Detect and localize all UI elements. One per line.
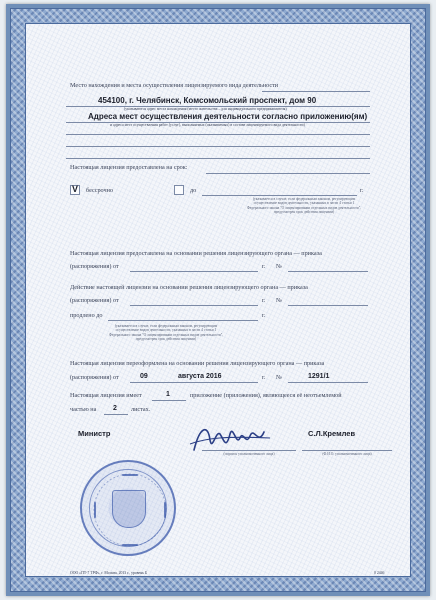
extended-year-tail: г.: [262, 297, 266, 304]
prolonged-tail: г.: [262, 312, 266, 319]
reissue-year-tail: г.: [262, 374, 266, 381]
signature-line: [202, 450, 296, 451]
addresses-hint: и адреса мест осуществления работ (услуг), выполняемых (оказываемых) в составе лицензируемого вида деятельности): [110, 123, 305, 127]
signature-caption: (подпись уполномоченного лица): [223, 452, 275, 456]
extended-no-label: №: [276, 297, 282, 304]
extended-prefix: (распоряжения) от: [70, 297, 119, 304]
name-caption: (Ф.И.О. уполномоченного лица): [322, 452, 372, 456]
granted-date-field[interactable]: [130, 271, 258, 272]
reissue-date-field[interactable]: [130, 382, 258, 383]
sheets-count: 2: [113, 405, 117, 412]
annex-prefix: Настоящая лицензия имеет: [70, 392, 142, 399]
term-label: Настоящая лицензия предоставлена на срок:: [70, 164, 188, 171]
indefinite-checkbox[interactable]: [70, 185, 80, 195]
extended-number-field[interactable]: [288, 305, 368, 306]
reissue-day: 09: [140, 373, 148, 380]
form-code: 0 2446: [374, 571, 385, 575]
annex-part-suffix: листах.: [131, 406, 151, 413]
rule: [66, 146, 370, 147]
annex-count: 1: [166, 391, 170, 398]
signer-name: С.Л.Кремлев: [308, 429, 356, 438]
granted-prefix: (распоряжения) от: [70, 263, 119, 270]
guilloche-border: [10, 8, 426, 592]
until-date-field[interactable]: [202, 195, 357, 196]
until-checkbox[interactable]: [174, 185, 184, 195]
document-body: [25, 23, 411, 577]
reissue-number: 1291/1: [308, 373, 330, 380]
rule: [206, 173, 370, 174]
sheets-field[interactable]: [104, 414, 128, 415]
indefinite-label: бессрочно: [86, 187, 114, 194]
granted-number-field[interactable]: [288, 271, 368, 272]
granted-no-label: №: [276, 263, 282, 270]
printer-info: ООО «ПТ-7 ТРФ», г. Москва, 2013 г., уровень Б: [70, 571, 148, 575]
name-line: [302, 450, 392, 451]
granted-year-tail: г.: [262, 263, 266, 270]
annex-count-field[interactable]: [152, 400, 186, 401]
address-value: 454100, г. Челябинск, Комсомольский проспект, дом 90: [98, 96, 317, 105]
rule: [66, 134, 370, 135]
indefinite-mark: V: [72, 184, 79, 194]
reissue-line1: Настоящая лицензия переоформлена на основании решения лицензирующего органа — приказа: [70, 360, 325, 367]
reissue-no-label: №: [276, 374, 282, 381]
coat-of-arms-icon: [112, 490, 146, 528]
granted-line1: Настоящая лицензия предоставлена на основании решения лицензирующего органа — приказа: [70, 250, 322, 257]
term-note: (указывается в случае, если федеральным законом, регулирующим осуществление видов деятельности, указанных в части 4 статьи 1 Федерального закона "О лицензировании отдельных видов деятельности", предусмотрен срок действия лицензии): [246, 197, 362, 215]
extended-date-field[interactable]: [130, 305, 258, 306]
signer-position: Министр: [78, 429, 111, 438]
address-hint: (указываются адрес места нахождения (место жительства – для индивидуального предпринимателя): [124, 107, 287, 111]
extended-line1: Действие настоящей лицензии на основании решения лицензирующего органа — приказа: [70, 284, 308, 291]
prolonged-prefix: продлено до: [70, 312, 103, 319]
annex-suffix: приложение (приложения), являющееся её неотъемлемой: [190, 392, 342, 399]
until-label: до: [190, 187, 197, 194]
annex-part-prefix: частью на: [70, 406, 97, 413]
reissue-month: августа 2016: [178, 373, 222, 380]
prolonged-date-field[interactable]: [108, 320, 258, 321]
reissue-number-field[interactable]: [288, 382, 368, 383]
rule: [66, 158, 370, 159]
license-sheet: [6, 4, 430, 596]
rule: [262, 91, 370, 92]
reissue-prefix: (распоряжения) от: [70, 374, 119, 381]
until-date-tail: г.: [360, 187, 364, 194]
location-caption: Место нахождения и места осуществления лицензируемого вида деятельности: [70, 82, 279, 89]
official-seal: [80, 460, 176, 556]
addresses-title: Адреса мест осуществления деятельности согласно приложению(ям): [88, 112, 368, 121]
prolonged-note: (указывается в случае, если федеральным законом, регулирующим осуществление видов деятельности, указанных в части 4 статьи 1 Федерального закона "О лицензировании отдельных видов деятельности", предусмотрен срок действия лицензии): [108, 324, 224, 342]
